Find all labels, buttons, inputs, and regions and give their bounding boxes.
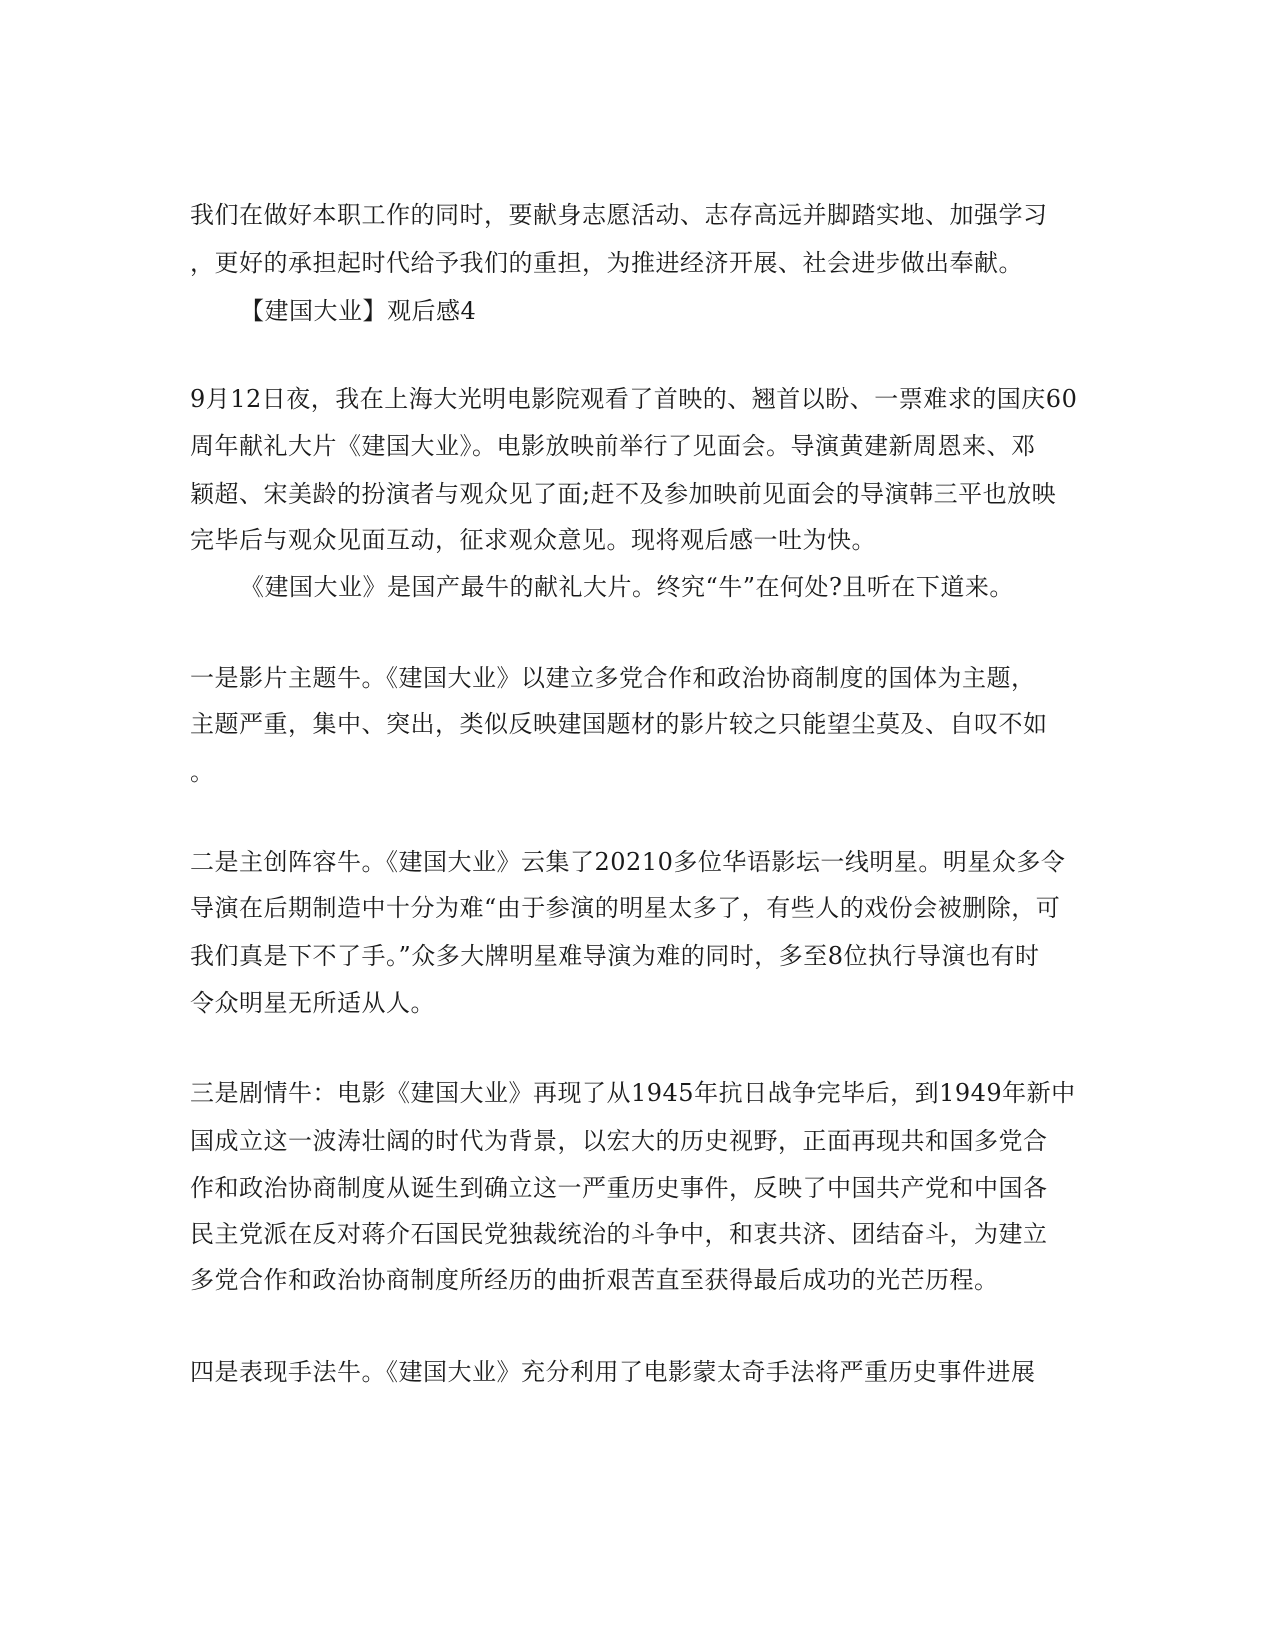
text-line: 令众明星无所适从人。: [190, 989, 435, 1017]
text-line: 9月12日夜，我在上海大光明电影院观看了首映的、翘首以盼、一票难求的国庆60: [190, 385, 1078, 413]
section-heading: 【建国大业】观后感4: [240, 297, 477, 325]
text-line: 国成立这一波涛壮阔的时代为背景，以宏大的历史视野，正面再现共和国多党合: [190, 1127, 1048, 1155]
text-line: 民主党派在反对蒋介石国民党独裁统治的斗争中，和衷共济、团结奋斗，为建立: [190, 1220, 1048, 1248]
text-line: 颖超、宋美龄的扮演者与观众见了面;赶不及参加映前见面会的导演韩三平也放映: [190, 480, 1057, 508]
text-line: 完毕后与观众见面互动，征求观众意见。现将观后感一吐为快。: [190, 526, 876, 554]
text-line: 主题严重，集中、突出，类似反映建国题材的影片较之只能望尘莫及、自叹不如: [190, 710, 1048, 738]
text-line: 作和政治协商制度从诞生到确立这一严重历史事件，反映了中国共产党和中国各: [190, 1174, 1048, 1202]
text-line: 四是表现手法牛。《建国大业》充分利用了电影蒙太奇手法将严重历史事件进展: [190, 1358, 1036, 1386]
text-line: 二是主创阵容牛。《建国大业》云集了20210多位华语影坛一线明星。明星众多令: [190, 848, 1066, 876]
text-line: 多党合作和政治协商制度所经历的曲折艰苦直至获得最后成功的光芒历程。: [190, 1266, 999, 1294]
text-line: 。: [190, 758, 215, 786]
text-line: 我们在做好本职工作的同时，要献身志愿活动、志存高远并脚踏实地、加强学习: [190, 201, 1048, 229]
text-line: 周年献礼大片《建国大业》。电影放映前举行了见面会。导演黄建新周恩来、邓: [190, 432, 1036, 460]
text-line: ，更好的承担起时代给予我们的重担，为推进经济开展、社会进步做出奉献。: [190, 249, 1023, 277]
text-line: 《建国大业》是国产最牛的献礼大片。终究“牛”在何处?且听在下道来。: [240, 573, 1014, 601]
text-line: 三是剧情牛：电影《建国大业》再现了从1945年抗日战争完毕后，到1949年新中: [190, 1079, 1076, 1107]
text-line: 导演在后期制造中十分为难“由于参演的明星太多了，有些人的戏份会被删除，可: [190, 894, 1061, 922]
text-line: 我们真是下不了手。”众多大牌明星难导演为难的同时，多至8位执行导演也有时: [190, 942, 1040, 970]
text-line: 一是影片主题牛。《建国大业》以建立多党合作和政治协商制度的国体为主题，: [190, 664, 1036, 692]
